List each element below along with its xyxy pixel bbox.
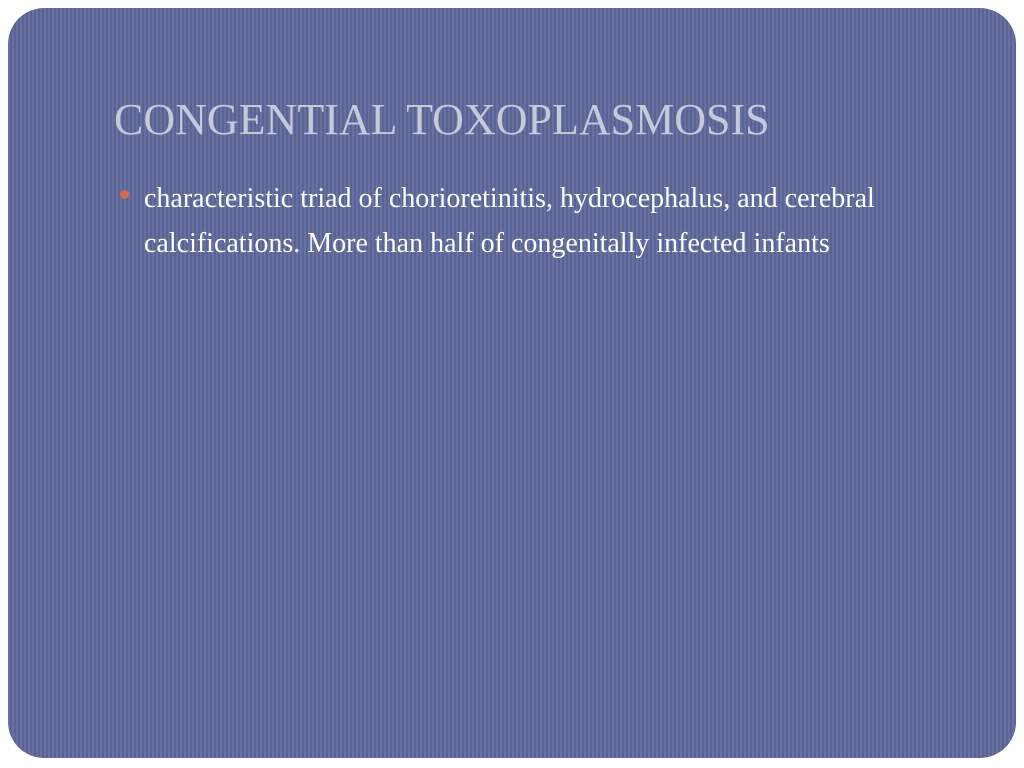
bullet-list — [114, 176, 974, 266]
slide-title: CONGENTIAL TOXOPLASMOSIS — [114, 95, 770, 144]
bullet-item — [114, 176, 974, 266]
slide-background-panel — [8, 8, 1016, 758]
round-bullet-icon — [120, 190, 129, 199]
bullet-text: characteristic triad of chorioretinitis, hydrocephalus, and cerebral calcifications. More than half of congenitally infected infants — [144, 183, 875, 259]
